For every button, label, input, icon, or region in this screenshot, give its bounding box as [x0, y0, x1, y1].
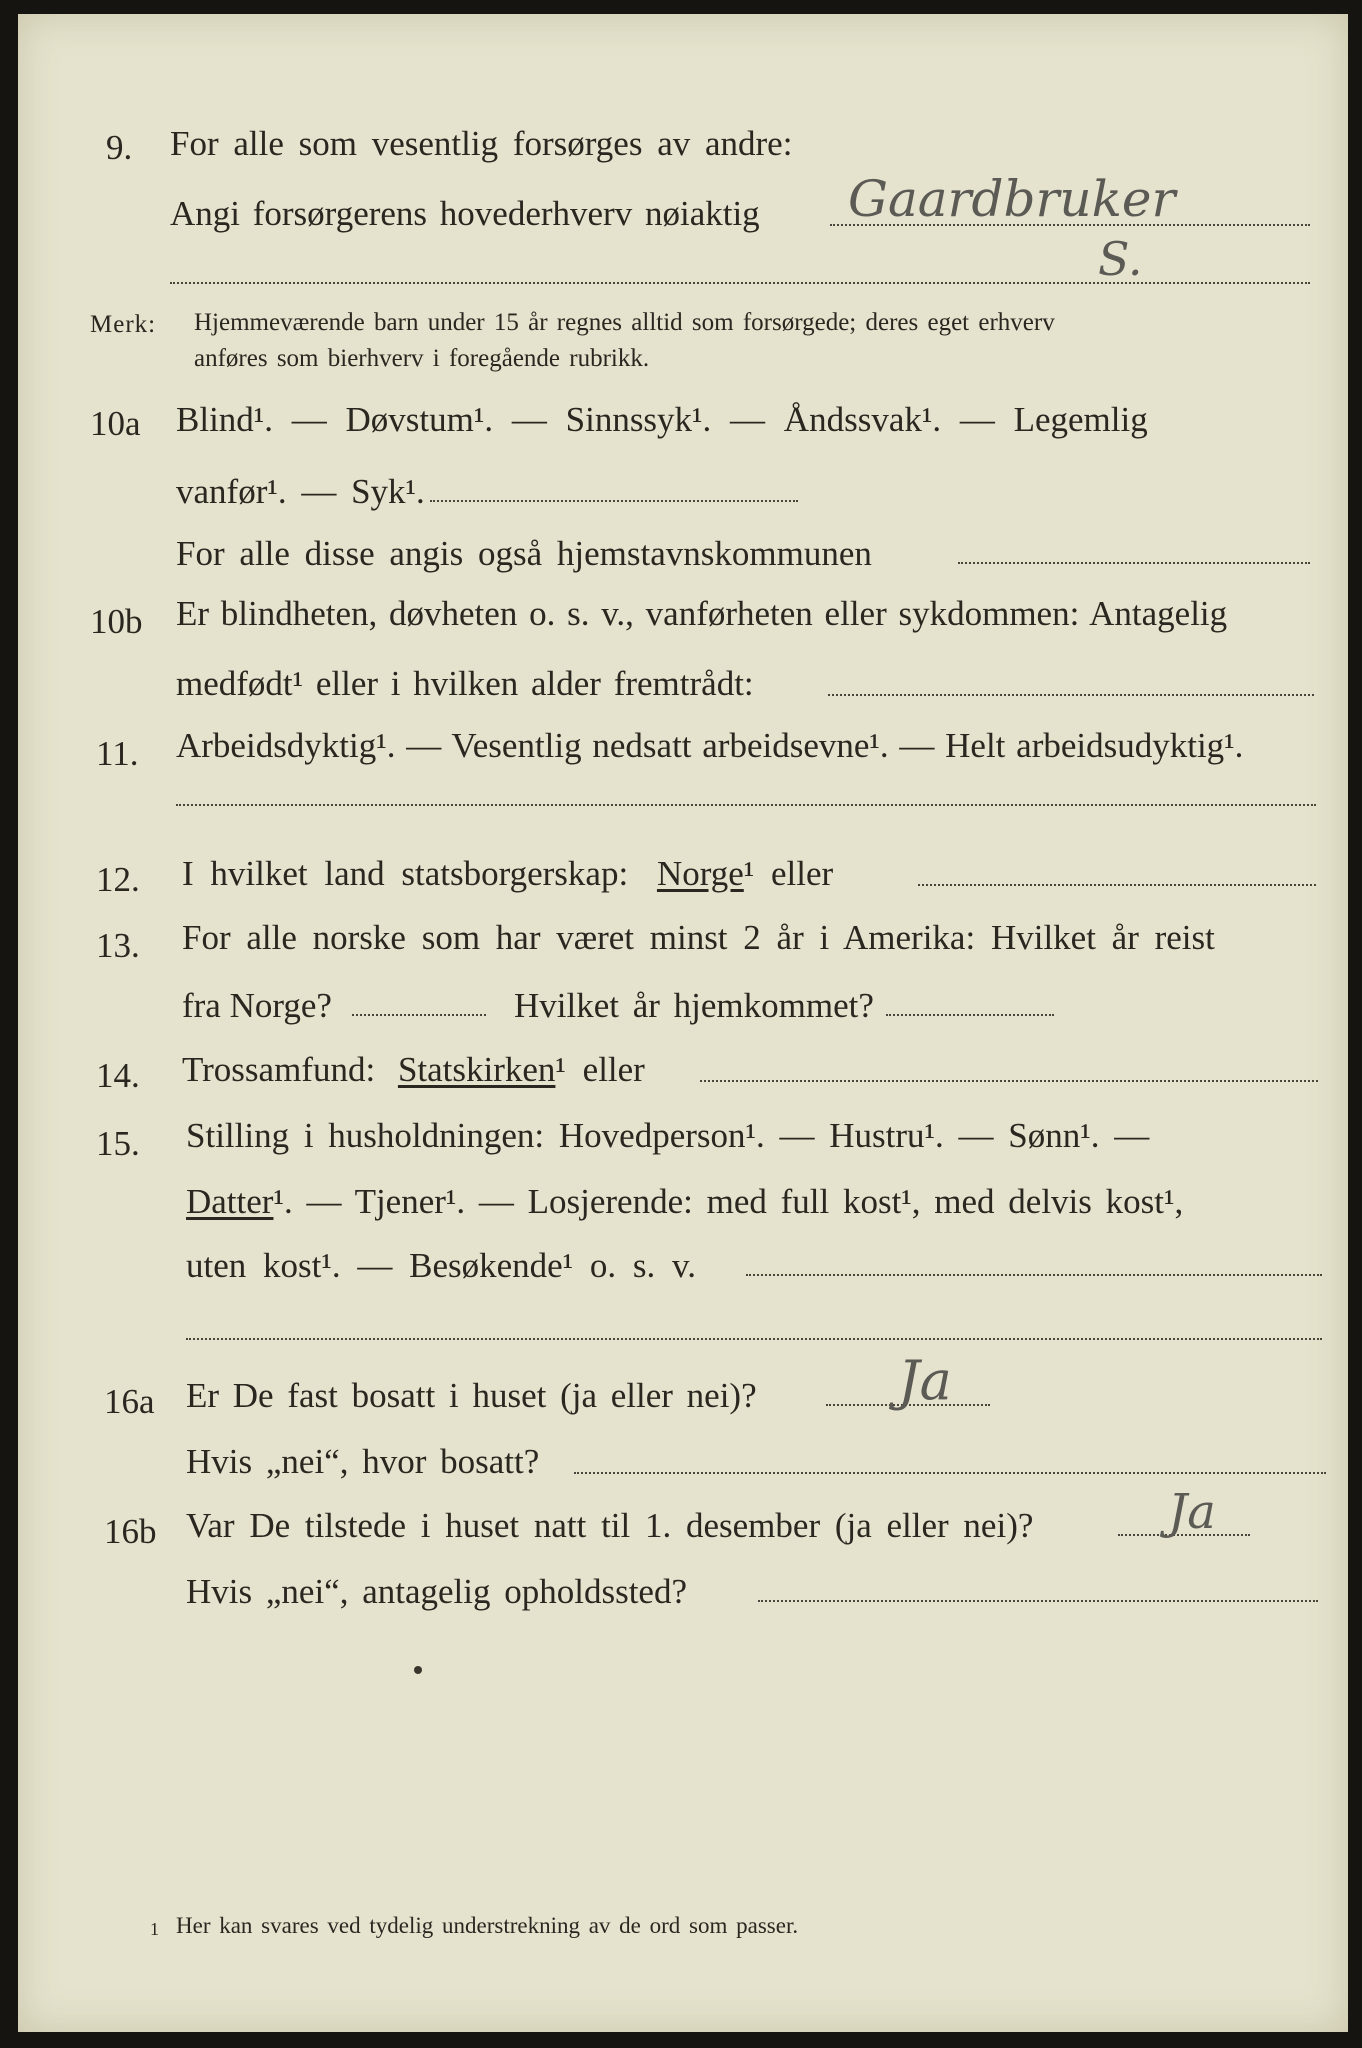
- q12-number: 12.: [96, 860, 140, 899]
- merk-line2: anføres som bierhverv i foregående rubrikk.: [194, 345, 650, 372]
- q16b-number: 16b: [104, 1512, 157, 1551]
- q10b-answer-line: [828, 694, 1314, 696]
- q14-statskirken-underlined: Statskirken: [397, 1050, 556, 1089]
- q10b-number: 10b: [90, 602, 143, 641]
- q14-suffix: ¹ eller: [555, 1050, 645, 1089]
- q16b-line1: Var De tilstede i huset natt til 1. desember (ja eller nei)?: [186, 1506, 1034, 1545]
- q10a-syk-line: [430, 500, 798, 502]
- q13-line2b: Hvilket år hjemkommet?: [514, 986, 874, 1025]
- q15-number: 15.: [96, 1124, 140, 1163]
- ink-dot: [414, 1666, 422, 1674]
- q11-answer-line: [176, 804, 1316, 806]
- footnote-mark: 1: [150, 1919, 159, 1939]
- q10a-line2: vanfør¹. — Syk¹.: [176, 472, 425, 511]
- q16b-line2: Hvis „nei“, antagelig opholdssted?: [186, 1572, 687, 1611]
- q10a-number: 10a: [90, 404, 141, 443]
- q16b-handwritten-answer: Ja: [1168, 1484, 1216, 1540]
- q16a-handwritten-answer: Ja: [898, 1349, 952, 1412]
- q15-line3: uten kost¹. — Besøkende¹ o. s. v.: [186, 1246, 697, 1285]
- q11-line1: Arbeidsdyktig¹. — Vesentlig nedsatt arbeidsevne¹. — Helt arbeidsudyktig¹.: [176, 726, 1244, 765]
- q10b-line1: Er blindheten, døvheten o. s. v., vanførheten eller sykdommen: Antagelig: [176, 594, 1228, 633]
- merk-line1: Hjemmeværende barn under 15 år regnes alltid som forsørgede; deres eget erhverv: [194, 309, 1055, 336]
- q13-number: 13.: [96, 926, 140, 965]
- q9-line2: Angi forsørgerens hovederhverv nøiaktig: [170, 194, 760, 233]
- q9-line1: For alle som vesentlig forsørges av andre:: [170, 124, 793, 163]
- q13-line1: For alle norske som har været minst 2 år i Amerika: Hvilket år reist: [182, 918, 1215, 957]
- q9-handwritten-answer: Gaardbruker: [848, 170, 1176, 228]
- q16a-bosatt-line: [574, 1472, 1326, 1474]
- q15-second-line: [186, 1338, 1322, 1340]
- merk-label: Merk:: [90, 311, 157, 338]
- q15-line1: Stilling i husholdningen: Hovedperson¹. — Hustru¹. — Sønn¹. —: [186, 1116, 1150, 1155]
- q12-norge-underlined: Norge: [656, 854, 744, 893]
- q11-number: 11.: [96, 734, 139, 773]
- q9-handwritten-mark: S.: [1098, 232, 1143, 286]
- q15-datter-underlined: Datter: [186, 1182, 274, 1221]
- q16a-line2: Hvis „nei“, hvor bosatt?: [186, 1442, 540, 1481]
- q9-second-line: [170, 282, 1310, 284]
- q13-reist-line: [352, 1014, 486, 1016]
- q9-number: 9.: [106, 128, 133, 167]
- q12-suffix: ¹ eller: [743, 854, 834, 893]
- q10b-line2: medfødt¹ eller i hvilken alder fremtrådt:: [176, 664, 754, 703]
- q16b-opholdssted-line: [758, 1600, 1318, 1602]
- q12-line: [182, 856, 833, 891]
- q12-answer-line: [918, 884, 1316, 886]
- q14-prefix: Trossamfund:: [182, 1050, 376, 1089]
- q12-prefix: I hvilket land statsborgerskap:: [182, 854, 629, 893]
- q13-hjemkommet-line: [886, 1014, 1054, 1016]
- q15-line2: [186, 1184, 1183, 1219]
- q14-number: 14.: [96, 1056, 140, 1095]
- q15-answer-line: [746, 1274, 1322, 1276]
- q14-answer-line: [700, 1080, 1318, 1082]
- q14-line: [182, 1052, 645, 1087]
- q13-line2a: fra Norge?: [182, 986, 332, 1025]
- q10a-hjemstavn-line: [958, 562, 1310, 564]
- q15-line2-rest: ¹. — Tjener¹. — Losjerende: med full kost¹, med delvis kost¹,: [273, 1182, 1184, 1221]
- form-page: [18, 14, 1348, 2032]
- q10a-line1: Blind¹. — Døvstum¹. — Sinnssyk¹. — Åndssvak¹. — Legemlig: [176, 400, 1148, 439]
- q16a-line1: Er De fast bosatt i huset (ja eller nei)?: [186, 1376, 757, 1415]
- q10a-line3: For alle disse angis også hjemstavnskommunen: [176, 534, 872, 573]
- q16a-number: 16a: [104, 1382, 155, 1421]
- footnote-text: Her kan svares ved tydelig understrekning av de ord som passer.: [176, 1913, 799, 1938]
